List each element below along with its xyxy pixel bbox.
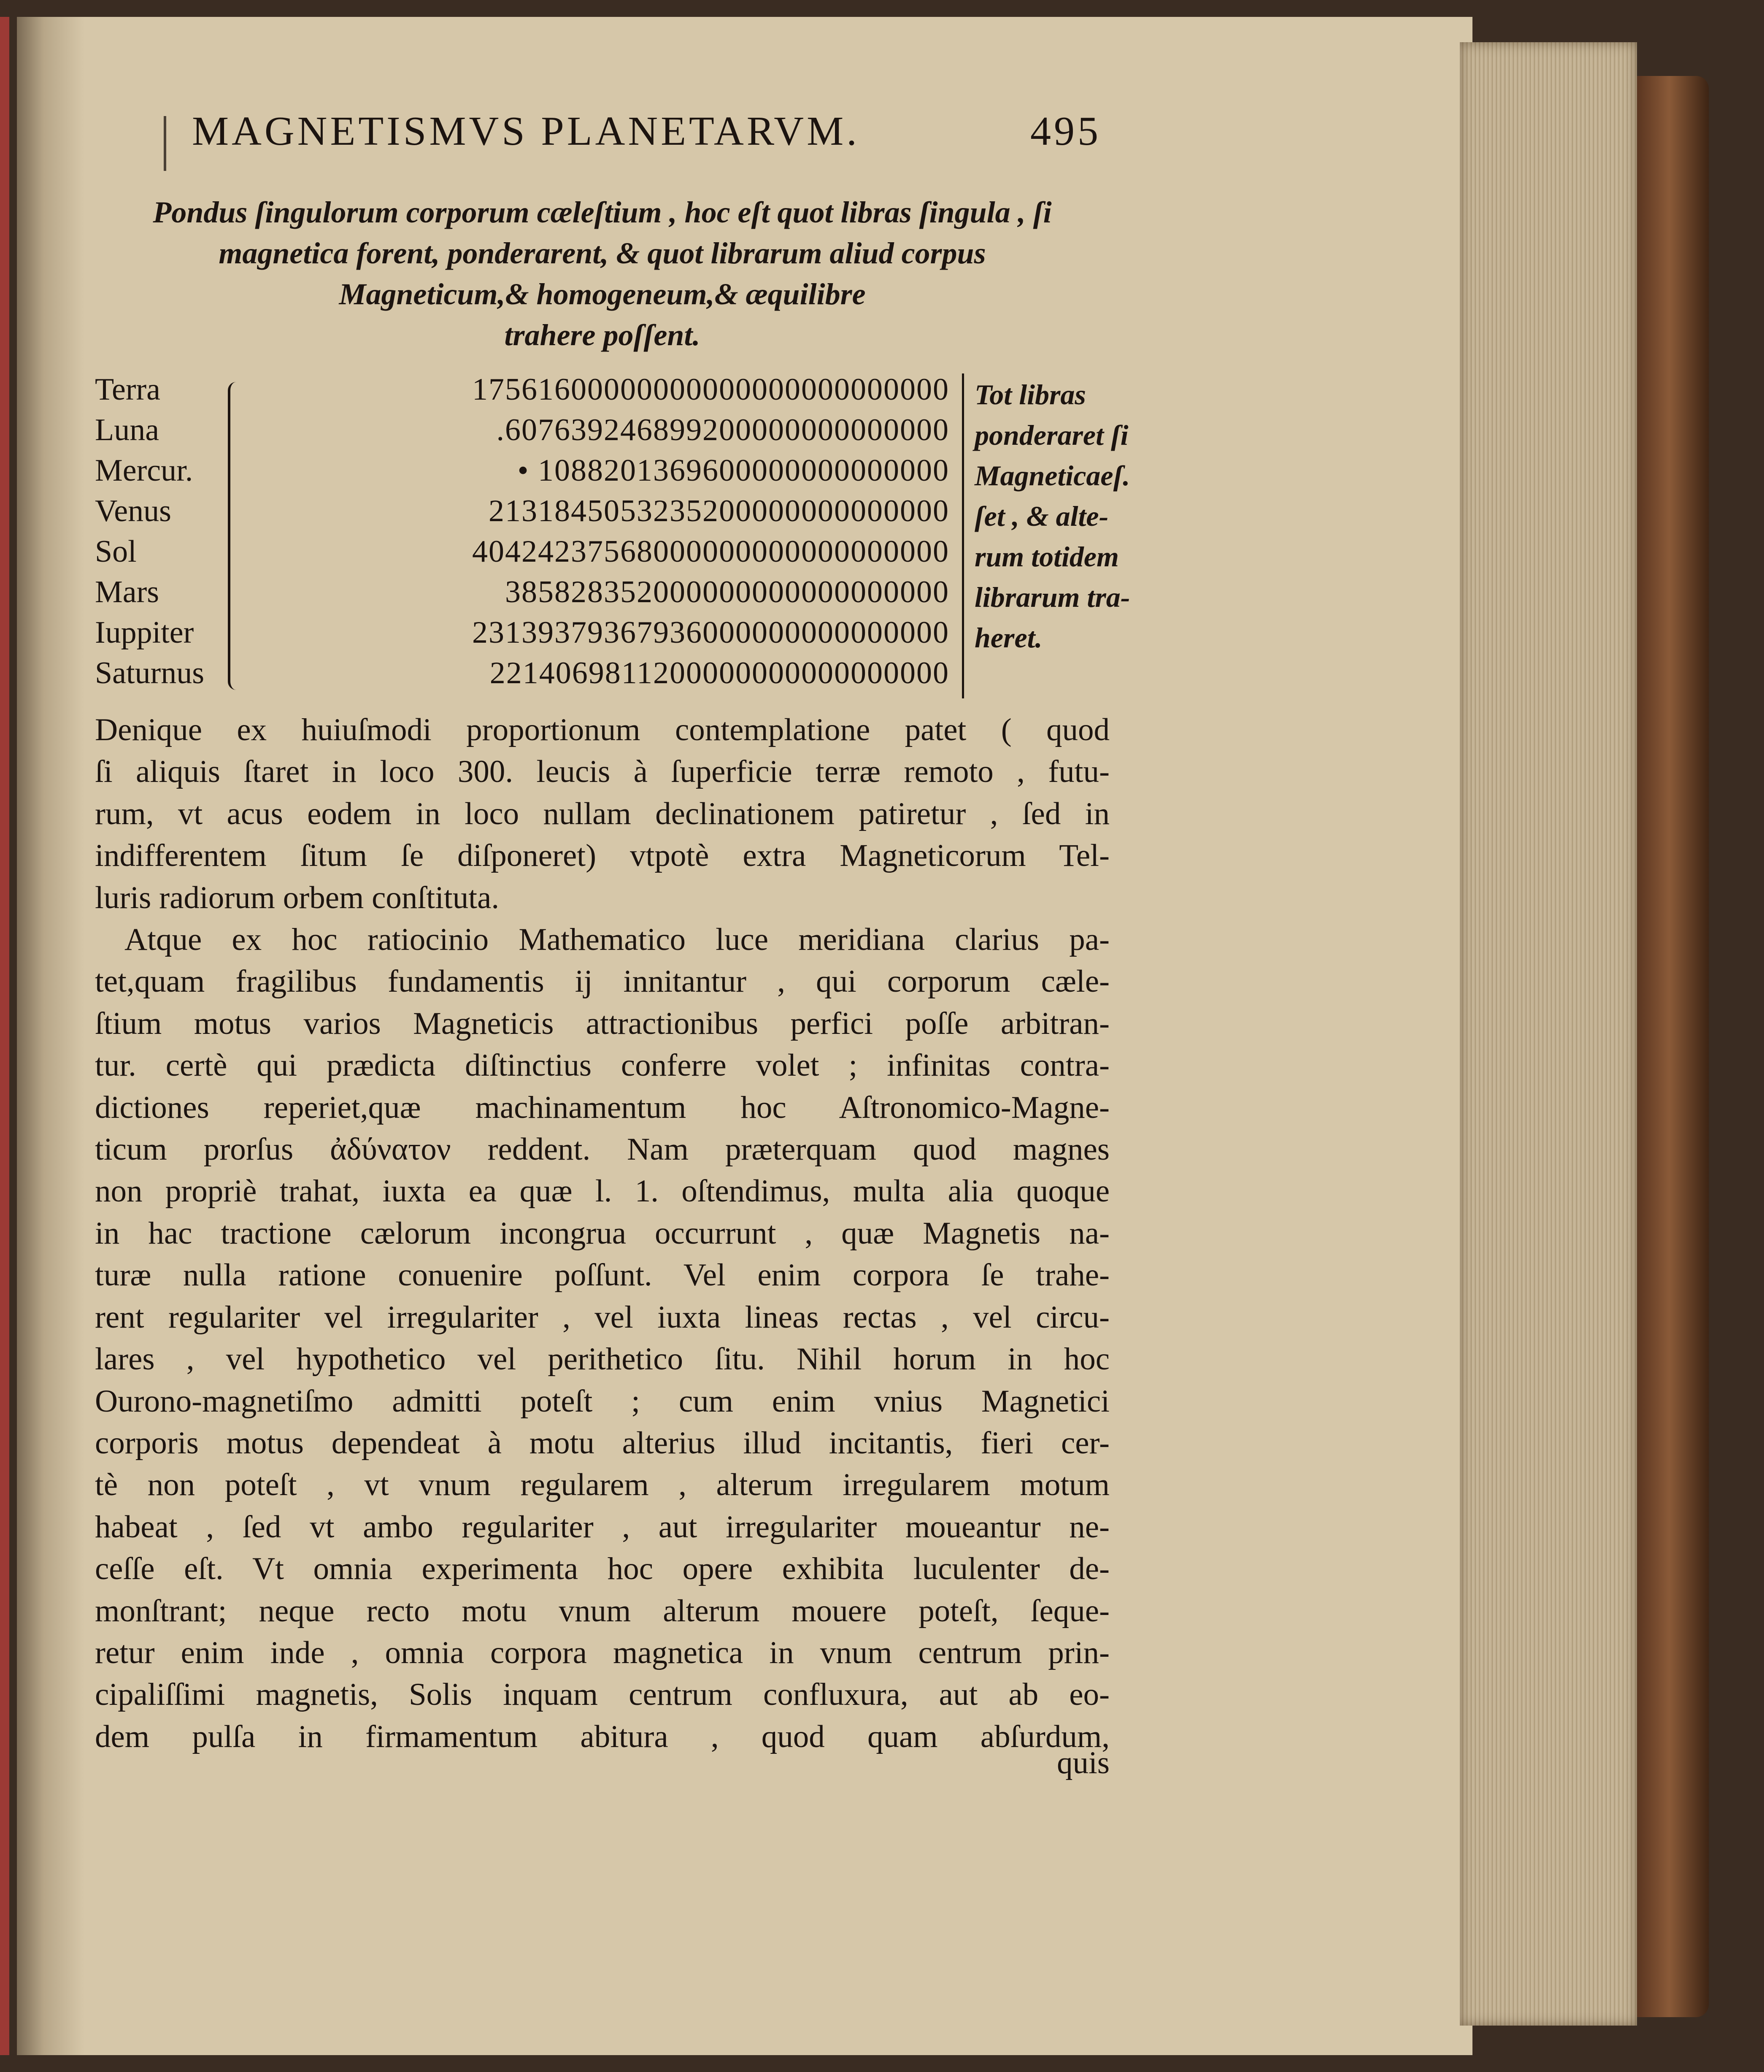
- text-line: ceſſe eſt. Vt omnia experimenta hoc opere exhibita luculenter de-: [95, 1551, 1110, 1587]
- text-block: [95, 108, 1130, 1859]
- planet-name: Iuppiter: [95, 615, 194, 650]
- caption-line: trahere poſſent.: [504, 318, 700, 352]
- caption-line: Pondus ſingulorum corporum cæleſtium , hoc eſt quot libras ſingula , ſi: [153, 195, 1052, 229]
- text-line: luris radiorum orbem conſtituta.: [95, 880, 500, 915]
- text-line: ſtium motus varios Magneticis attractionibus perfici poſſe arbitran-: [95, 1006, 1110, 1041]
- table-caption: [95, 192, 1110, 356]
- caption-line: Magneticum,& homogeneum,& æquilibre: [339, 277, 866, 311]
- header-ornament: [164, 116, 166, 171]
- text-line: retur enim inde , omnia corpora magnetica in vnum centrum prin-: [95, 1635, 1110, 1670]
- planet-name: Saturnus: [95, 656, 204, 690]
- text-line: non propriè trahat, iuxta ea quæ l. 1. oſtendimus, multa alia quoque: [95, 1174, 1110, 1209]
- side-note-line: ſet , & alte-: [975, 500, 1109, 532]
- text-line: dem pulſa in firmamentum abitura , quod quam abſurdum,: [95, 1719, 1110, 1754]
- text-line: lares , vel hypothetico vel perithetico ſitu. Nihil horum in hoc: [95, 1342, 1110, 1377]
- side-note-line: Tot libras: [975, 379, 1086, 411]
- planet-value: 23139379367936000000000000000: [472, 615, 949, 650]
- planet-value: 385828352000000000000000000: [505, 575, 949, 609]
- text-line: ſi aliquis ſtaret in loco 300. leucis à ſuperficie terræ remoto , futu-: [95, 754, 1110, 790]
- running-head: [95, 108, 1110, 167]
- red-binding-tie: [0, 17, 9, 2055]
- planet-value: 40424237568000000000000000000: [472, 534, 949, 569]
- planet-value: 2131845053235200000000000000: [489, 494, 949, 528]
- text-line: indifferentem ſitum ſe diſponeret) vtpotè extra Magneticorum Tel-: [95, 838, 1110, 874]
- text-line: corporis motus dependeat à motu alterius illud incitantis, fieri cer-: [95, 1425, 1110, 1461]
- body-text: [95, 709, 1110, 1758]
- planet-value: • 1088201369600000000000000: [517, 453, 949, 488]
- text-line: tè non poteſt , vt vnum regularem , alterum irregularem motum: [95, 1467, 1110, 1503]
- text-line: habeat , ſed vt ambo regulariter , aut irregulariter moueantur ne-: [95, 1509, 1110, 1545]
- side-note-line: ponderaret ſi: [975, 419, 1129, 451]
- text-line: rent regulariter vel irregulariter , vel iuxta lineas rectas , vel circu-: [95, 1299, 1110, 1335]
- planet-name: Terra: [95, 372, 161, 407]
- text-line: cipaliſſimi magnetis, Solis inquam centrum confluxura, aut ab eo-: [95, 1677, 1110, 1712]
- side-note: [975, 374, 1130, 658]
- side-note-line: librarum tra-: [975, 581, 1130, 613]
- text-line: Denique ex huiuſmodi proportionum contemplatione patet ( quod: [95, 712, 1110, 747]
- running-head-title: MAGNETISMVS PLANETARVM.: [192, 108, 860, 154]
- page-number: 495: [1030, 108, 1101, 154]
- text-line: tet,quam fragilibus fundamentis ij innitantur , qui corporum cæle-: [95, 964, 1110, 999]
- text-line: turæ nulla ratione conuenire poſſunt. Vel enim corpora ſe trahe-: [95, 1258, 1110, 1293]
- text-line: Ourono-magnetiſmo admitti poteſt ; cum enim vnius Magnetici: [95, 1383, 1110, 1419]
- side-note-line: heret.: [975, 622, 1043, 654]
- planet-values: [240, 369, 949, 693]
- planet-name: Mars: [95, 575, 159, 609]
- planet-value: .607639246899200000000000000: [496, 413, 949, 447]
- text-line: tur. certè qui prædicta diſtinctius conferre volet ; infinitas contra-: [95, 1048, 1110, 1083]
- planet-name: Venus: [95, 494, 171, 528]
- text-line: in hac tractione cælorum incongrua occurrunt , quæ Magnetis na-: [95, 1215, 1110, 1251]
- text-line: monſtrant; neque recto motu vnum alterum mouere poteſt, ſeque-: [95, 1593, 1110, 1628]
- gutter-shadow: [17, 17, 84, 2055]
- planet-value: 2214069811200000000000000000: [489, 656, 949, 690]
- page-edges: [1460, 42, 1637, 2026]
- vertical-rule: [962, 373, 964, 698]
- cover-edge: [1637, 76, 1709, 2017]
- text-line: ticum prorſus ἀδύνατον reddent. Nam præterquam quod magnes: [95, 1132, 1110, 1167]
- caption-line: magnetica forent, ponderarent, & quot librarum aliud corpus: [219, 236, 986, 270]
- text-line: dictiones reperiet,quæ machinamentum hoc Aſtronomico-Magne-: [95, 1090, 1110, 1125]
- planet-weight-table: [95, 369, 1130, 703]
- catchword: quis: [1056, 1745, 1110, 1780]
- planet-value: 17561600000000000000000000000: [472, 372, 949, 407]
- side-note-line: Magneticaeſ.: [975, 460, 1130, 492]
- planet-name: Sol: [95, 534, 137, 569]
- side-note-line: rum totidem: [975, 541, 1119, 573]
- planet-name: Mercur.: [95, 453, 193, 488]
- text-line: Atque ex hoc ratiocinio Mathematico luce meridiana clarius pa-: [124, 922, 1110, 958]
- planet-name: Luna: [95, 413, 159, 447]
- text-line: rum, vt acus eodem in loco nullam declinationem patiretur , ſed in: [95, 796, 1110, 831]
